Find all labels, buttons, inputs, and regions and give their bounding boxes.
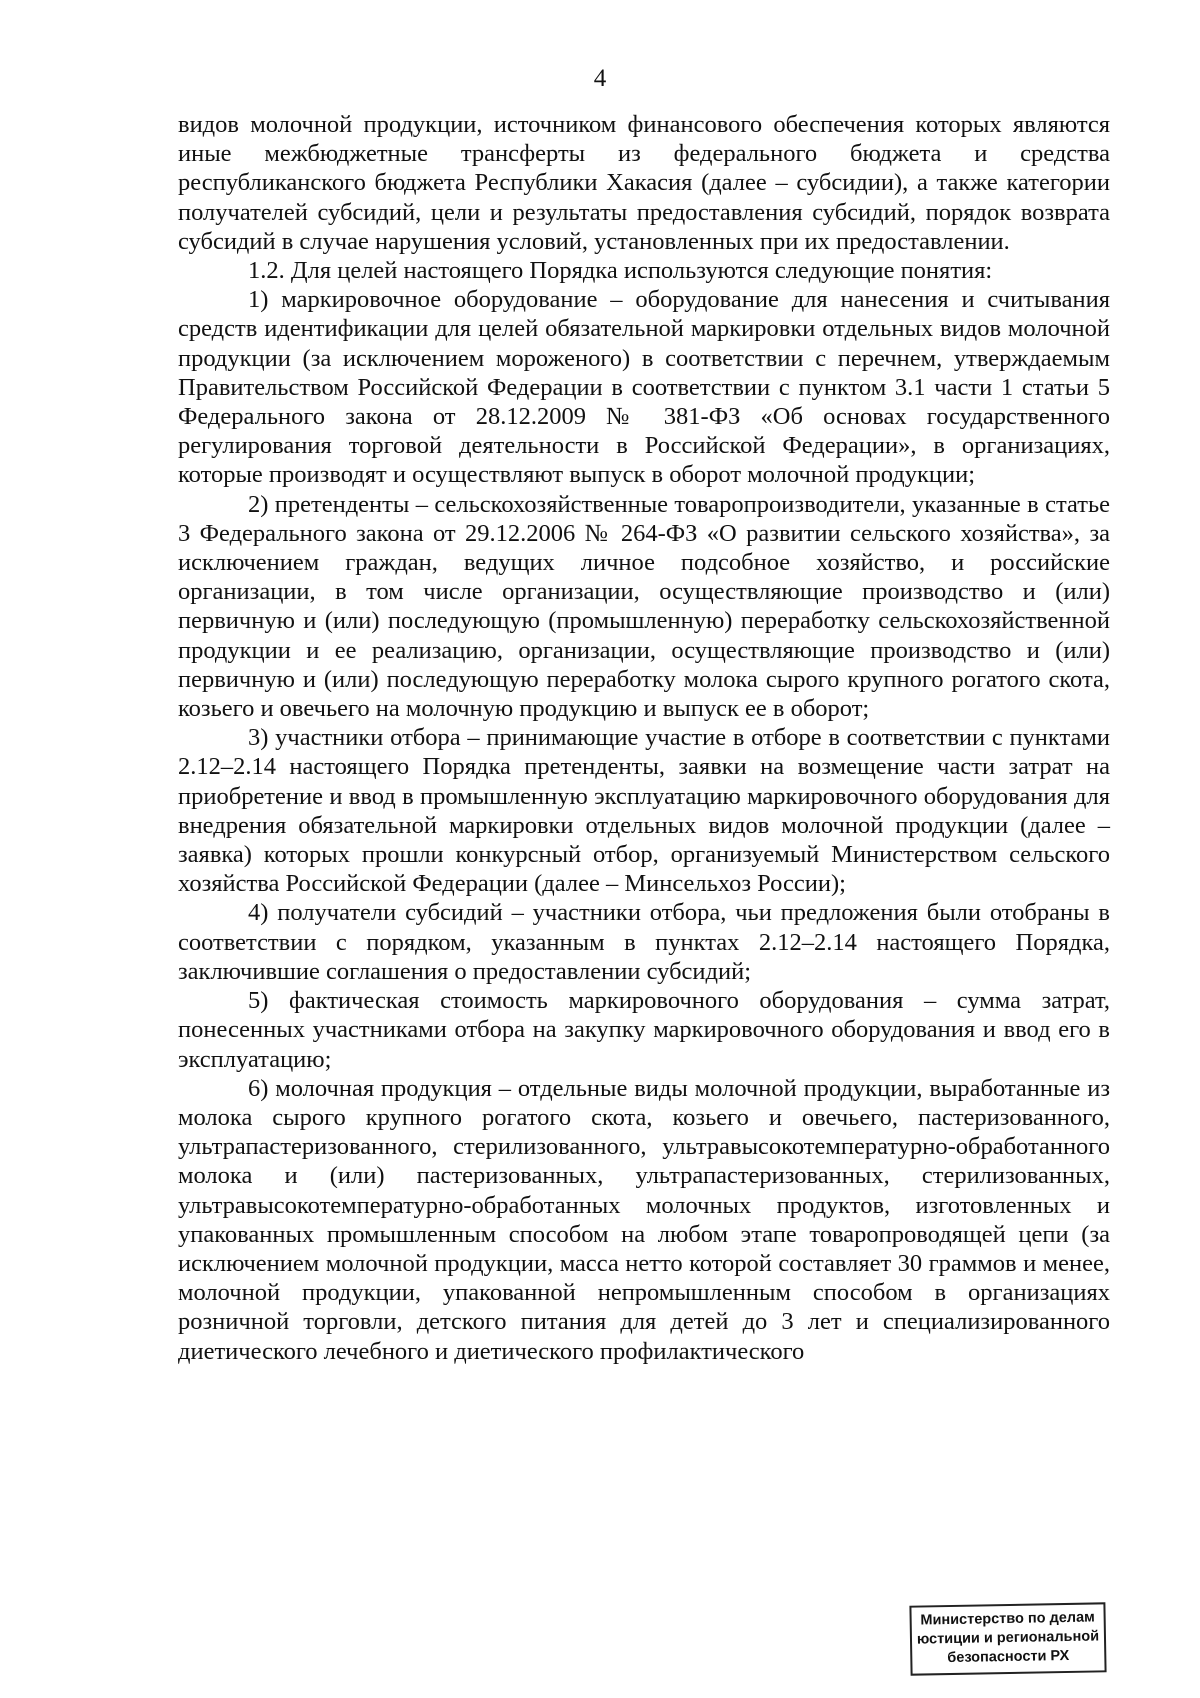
stamp-line-3: безопасности РХ <box>947 1647 1070 1667</box>
paragraph-definition-1: 1) маркировочное оборудование – оборудование для нанесения и считывания средств идентификации для целей обязательной маркировки отдельных видов молочной продукции (за исключением мороженого) в соответствии с перечнем, утверждаемым Правительством Российской Федерации в соответствии с пунктом 3.1 части 1 статьи 5 Федерального закона от 28.12.2009 № 381-ФЗ «Об основах государственного регулирования торговой деятельности в Российской Федерации», в организациях, которые производят и осуществляют выпуск в оборот молочной продукции; <box>178 286 1110 489</box>
paragraph-intro-continuation: видов молочной продукции, источником финансового обеспечения которых являются иные межбюджетные трансферты из федерального бюджета и средства республиканского бюджета Республики Хакасия (далее – субсидии), а также категории получателей субсидий, цели и результаты предоставления субсидий, порядок возврата субсидий в случае нарушения условий, установленных при их предоставлении. <box>178 111 1110 255</box>
stamp-line-1: Министерство по делам <box>920 1609 1095 1629</box>
stamp-line-2: юстиции и региональной <box>916 1628 1100 1648</box>
document-body <box>178 110 1110 1366</box>
paragraph-definition-2: 2) претенденты – сельскохозяйственные товаропроизводители, указанные в статье 3 Федерального закона от 29.12.2006 № 264-ФЗ «О развитии сельского хозяйства», за исключением граждан, ведущих личное подсобное хозяйство, и российские организации, в том числе организации, осуществляющие производство и (или) первичную и (или) последующую (промышленную) переработку сельскохозяйственной продукции и ее реализацию, организации, осуществляющие производство и (или) первичную и (или) последующую переработку молока сырого крупного рогатого скота, козьего и овечьего на молочную продукцию и выпуск ее в оборот; <box>178 490 1110 723</box>
paragraph-1-2: 1.2. Для целей настоящего Порядка используются следующие понятия: <box>248 257 993 285</box>
page-number: 4 <box>593 65 607 92</box>
paragraph-definition-6: 6) молочная продукция – отдельные виды молочной продукции, выработанные из молока сырого крупного рогатого скота, козьего и овечьего, пастеризованного, ультрапастеризованного, стерилизованного, ультравысокотемпературно-обработанного молока и (или) пастеризованных, ультрапастеризованных, стерилизованных, ультравысокотемпературно-обработанных молочных продуктов, изготовленных и упакованных промышленным способом на любом этапе товаропроводящей цепи (за исключением молочной продукции, масса нетто которой составляет 30 граммов и менее, молочной продукции, упакованной непромышленным способом в организациях розничной торговли, детского питания для детей до 3 лет и специализированного диетического лечебного и диетического профилактического <box>178 1074 1110 1365</box>
ministry-stamp <box>909 1602 1106 1675</box>
paragraph-definition-5: 5) фактическая стоимость маркировочного оборудования – сумма затрат, понесенных участниками отбора на закупку маркировочного оборудования и ввод его в эксплуатацию; <box>178 987 1110 1073</box>
paragraph-definition-3: 3) участники отбора – принимающие участие в отборе в соответствии с пунктами 2.12–2.14 настоящего Порядка претенденты, заявки на возмещение части затрат на приобретение и ввод в промышленную эксплуатацию маркировочного оборудования для внедрения обязательной маркировки отдельных видов молочной продукции (далее – заявка) которых прошли конкурсный отбор, организуемый Министерством сельского хозяйства Российской Федерации (далее – Минсельхоз России); <box>178 724 1110 898</box>
paragraph-definition-4: 4) получатели субсидий – участники отбора, чьи предложения были отобраны в соответствии с порядком, указанным в пунктах 2.12–2.14 настоящего Порядка, заключившие соглашения о предоставлении субсидий; <box>178 899 1110 985</box>
